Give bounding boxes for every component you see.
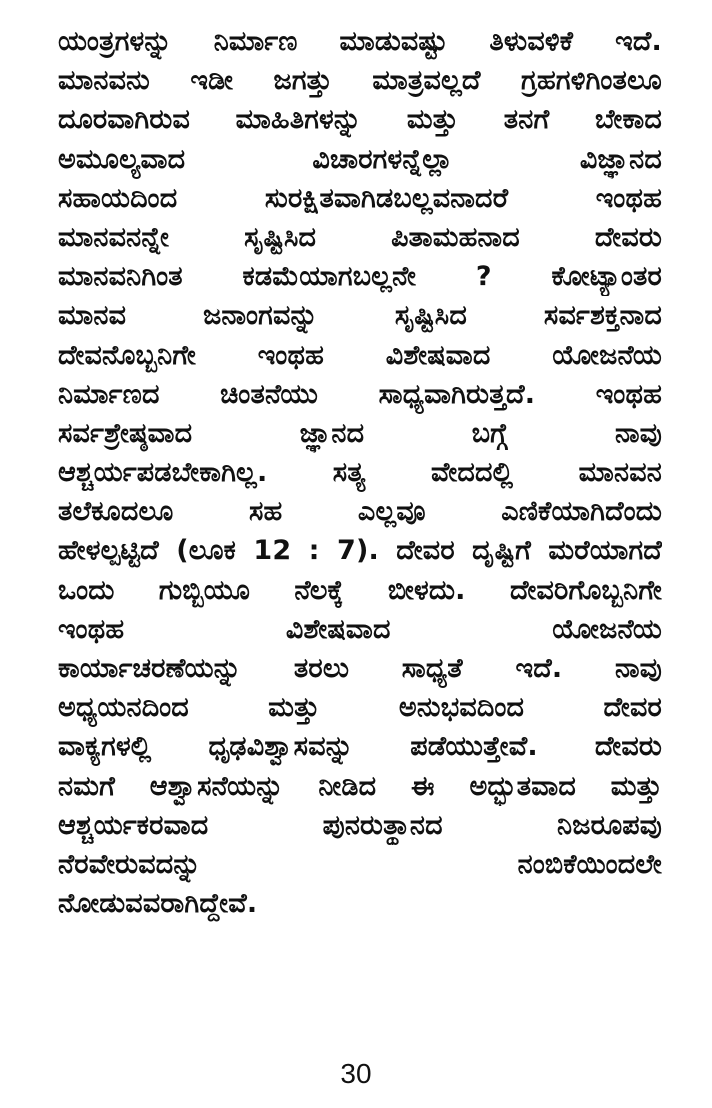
text-line: ಇಂಥಹ ವಿಶೇಷವಾದ ಯೋಜನೆಯ <box>58 613 662 645</box>
text-line: ವಾಕ್ಯಗಳಲ್ಲಿ ಧೃಢವಿಶ್ವಾಸವನ್ನು ಪಡೆಯುತ್ತೇವೆ. ದೇವರು <box>58 731 662 763</box>
text-line: ದೇವನೊಬ್ಬನಿಗೇ ಇಂಥಹ ವಿಶೇಷವಾದ ಯೋಜನೆಯ <box>58 339 662 371</box>
text-line: ಮಾನವನಿಗಿಂತ ಕಡಮೆಯಾಗಬಲ್ಲನೇ ? ಕೋಟ್ಯಾಂತರ <box>58 261 662 293</box>
text-line: ನಮಗೆ ಆಶ್ವಾಸನೆಯನ್ನು ನೀಡಿದ ಈ ಅದ್ಭುತವಾದ ಮತ್ತು <box>58 770 662 802</box>
text-line: ಆಶ್ಚರ್ಯಕರವಾದ ಪುನರುತ್ಥಾನದ ನಿಜರೂಪವು <box>58 809 662 841</box>
text-line: ನೋಡುವವರಾಗಿದ್ದೇವೆ. <box>58 888 258 920</box>
text-line: ಹೇಳಲ್ಪಟ್ಟಿದೆ (ಲೂಕ 12 : 7). ದೇವರ ದೃಷ್ಟಿಗೆ ಮರೆಯಾಗದೆ <box>58 535 662 567</box>
text-line: ಅಧ್ಯಯನದಿಂದ ಮತ್ತು ಅನುಭವದಿಂದ ದೇವರ <box>58 692 662 724</box>
text-line: ಯಂತ್ರಗಳನ್ನು ನಿರ್ಮಾಣ ಮಾಡುವಷ್ಟು ತಿಳುವಳಿಕೆ ಇದೆ. <box>58 26 662 57</box>
text-line: ಕಾರ್ಯಾಚರಣೆಯನ್ನು ತರಲು ಸಾಧ್ಯತೆ ಇದೆ. ನಾವು <box>58 653 662 684</box>
page-number: 30 <box>340 1058 372 1089</box>
text-line: ಮಾನವನು ಇಡೀ ಜಗತ್ತು ಮಾತ್ರವಲ್ಲದೆ ಗ್ರಹಗಳಿಗಿಂತಲೂ <box>58 65 662 97</box>
text-line: ನೆರವೇರುವದನ್ನು ನಂಬಿಕೆಯಿಂದಲೇ <box>58 848 662 880</box>
text-line: ಒಂದು ಗುಬ್ಬಿಯೂ ನೆಲಕ್ಕೆ ಬೀಳದು. ದೇವರಿಗೊಬ್ಬನಿಗೇ <box>58 574 662 606</box>
body-paragraph <box>58 22 662 923</box>
text-line: ತಲೆಕೂದಲೂ ಸಹ ಎಲ್ಲವೂ ಎಣಿಕೆಯಾಗಿದೆಂದು <box>58 496 662 528</box>
text-line: ದೂರವಾಗಿರುವ ಮಾಹಿತಿಗಳನ್ನು ಮತ್ತು ತನಗೆ ಬೇಕಾದ <box>58 104 662 136</box>
text-line: ಆಶ್ಚರ್ಯಪಡಬೇಕಾಗಿಲ್ಲ. ಸತ್ಯ ವೇದದಲ್ಲಿ ಮಾನವನ <box>58 457 662 489</box>
text-line: ಸಹಾಯದಿಂದ ಸುರಕ್ಷಿತವಾಗಿಡಬಲ್ಲವನಾದರೆ ಇಂಥಹ <box>58 182 662 214</box>
text-line: ಅಮೂಲ್ಯವಾದ ವಿಚಾರಗಳನ್ನೆಲ್ಲಾ ವಿಜ್ಞಾನದ <box>58 143 662 175</box>
text-line: ಮಾನವ ಜನಾಂಗವನ್ನು ಸೃಷ್ಟಿಸಿದ ಸರ್ವಶಕ್ತನಾದ <box>58 300 662 332</box>
text-line: ಸರ್ವಶ್ರೇಷ್ಠವಾದ ಜ್ಞಾನದ ಬಗ್ಗೆ ನಾವು <box>58 417 662 449</box>
text-line: ಮಾನವನನ್ನೇ ಸೃಷ್ಟಿಸಿದ ಪಿತಾಮಹನಾದ ದೇವರು <box>58 221 662 253</box>
text-line: ನಿರ್ಮಾಣದ ಚಿಂತನೆಯು ಸಾಧ್ಯವಾಗಿರುತ್ತದೆ. ಇಂಥಹ <box>58 378 662 410</box>
